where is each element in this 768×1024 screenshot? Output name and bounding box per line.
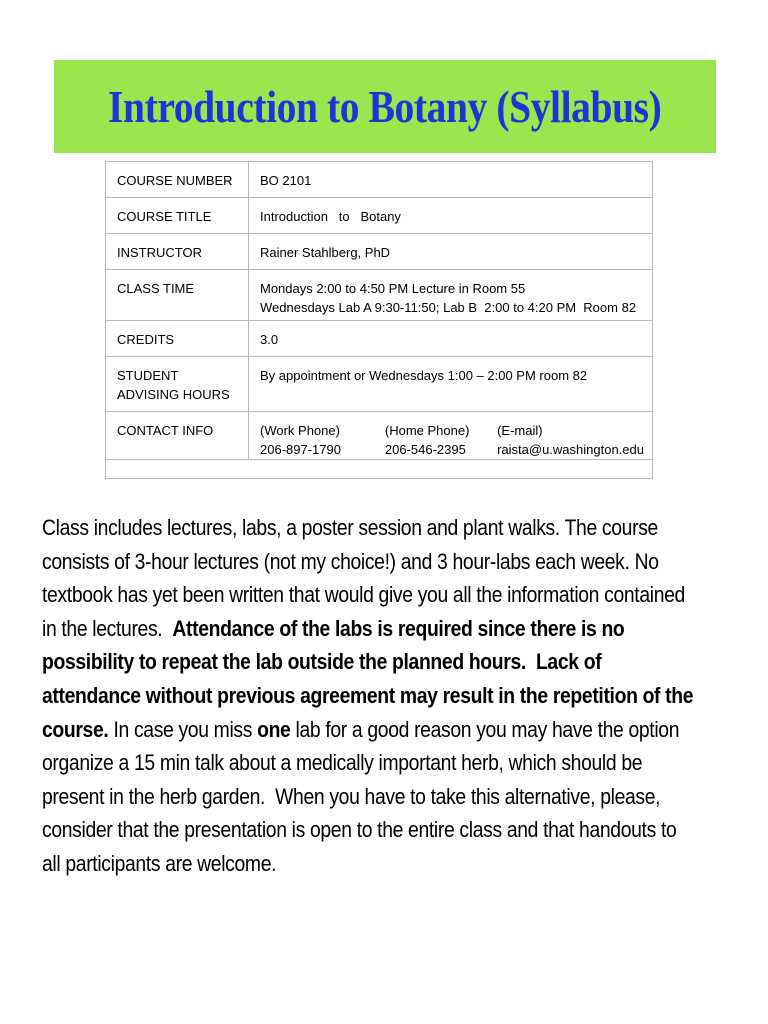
body-line: organize a 15 min talk about a medically important herb, which should be: [42, 750, 643, 776]
class-time-label: CLASS TIME: [106, 270, 249, 321]
advising-label-cell: [106, 357, 249, 412]
class-time-lecture: Mondays 2:00 to 4:50 PM Lecture in Room 55: [260, 281, 526, 296]
table-row: [106, 357, 653, 412]
work-phone-value: 206-897-1790: [260, 442, 341, 457]
body-line-bold: possibility to repeat the lab outside the planned hours. Lack of: [42, 649, 602, 675]
advising-hours-value: By appointment or Wednesdays 1:00 – 2:00 PM room 82: [249, 357, 653, 412]
email-block: [497, 421, 644, 459]
body-line-bold: attendance without previous agreement may result in the repetition of the: [42, 682, 694, 708]
empty-cell: [106, 460, 653, 479]
course-info-table: [105, 161, 653, 479]
course-number-value: BO 2101: [249, 162, 653, 198]
table-row-empty: [106, 460, 653, 479]
credits-value: 3.0: [249, 321, 653, 357]
body-line: consider that the presentation is open to the entire class and that handouts to: [42, 817, 677, 843]
course-description: [42, 511, 742, 881]
table-row: [106, 321, 653, 357]
advising-label-line2: ADVISING HOURS: [117, 387, 230, 402]
home-phone-value: 206-546-2395: [384, 442, 466, 457]
class-time-lab: Wednesdays Lab A 9:30-11:50; Lab B 2:00 to 4:20 PM Room 82: [260, 300, 637, 315]
instructor-value: Rainer Stahlberg, PhD: [249, 234, 653, 270]
home-phone-block: [385, 421, 497, 459]
work-phone-block: [260, 421, 385, 459]
body-line: textbook has yet been written that would give you all the information contained: [42, 582, 685, 608]
attendance-requirement-text: Attendance of the labs is required since there is no: [172, 615, 625, 641]
body-text-bold: one: [257, 716, 291, 742]
credits-label: CREDITS: [106, 321, 249, 357]
table-row: [106, 412, 653, 460]
advising-label-line1: STUDENT: [117, 368, 179, 383]
page-title: Introduction to Botany (Syllabus): [108, 81, 662, 132]
email-value: raista@u.washington.edu: [497, 442, 644, 457]
contact-grid: [260, 421, 644, 459]
work-phone-label: (Work Phone): [260, 423, 340, 438]
instructor-label: INSTRUCTOR: [106, 234, 249, 270]
body-line: [42, 713, 680, 747]
body-line: [42, 612, 644, 646]
email-label: (E-mail): [497, 423, 543, 438]
body-text-span: In case you miss: [108, 716, 258, 742]
home-phone-label: (Home Phone): [384, 423, 470, 438]
body-line: present in the herb garden. When you have to take this alternative, please,: [42, 783, 661, 809]
title-banner: [54, 60, 716, 153]
body-line: consists of 3-hour lectures (not my choice!) and 3 hour-labs each week. No: [42, 548, 659, 574]
table-row: [106, 162, 653, 198]
table-row: [106, 270, 653, 321]
contact-info-cell: [249, 412, 653, 460]
body-text-bold: course.: [42, 716, 109, 742]
body-line: all participants are welcome.: [42, 850, 277, 876]
table-row: [106, 198, 653, 234]
class-time-cell: [249, 270, 653, 321]
body-line: Class includes lectures, labs, a poster session and plant walks. The course: [42, 515, 658, 540]
table-row: [106, 234, 653, 270]
course-number-label: COURSE NUMBER: [106, 162, 249, 198]
course-title-value: Introduction to Botany: [249, 198, 653, 234]
body-text-span: lab for a good reason you may have the option: [290, 716, 680, 742]
course-title-label: COURSE TITLE: [106, 198, 249, 234]
body-text-span: in the lectures.: [42, 615, 173, 641]
contact-info-label: CONTACT INFO: [106, 412, 249, 460]
